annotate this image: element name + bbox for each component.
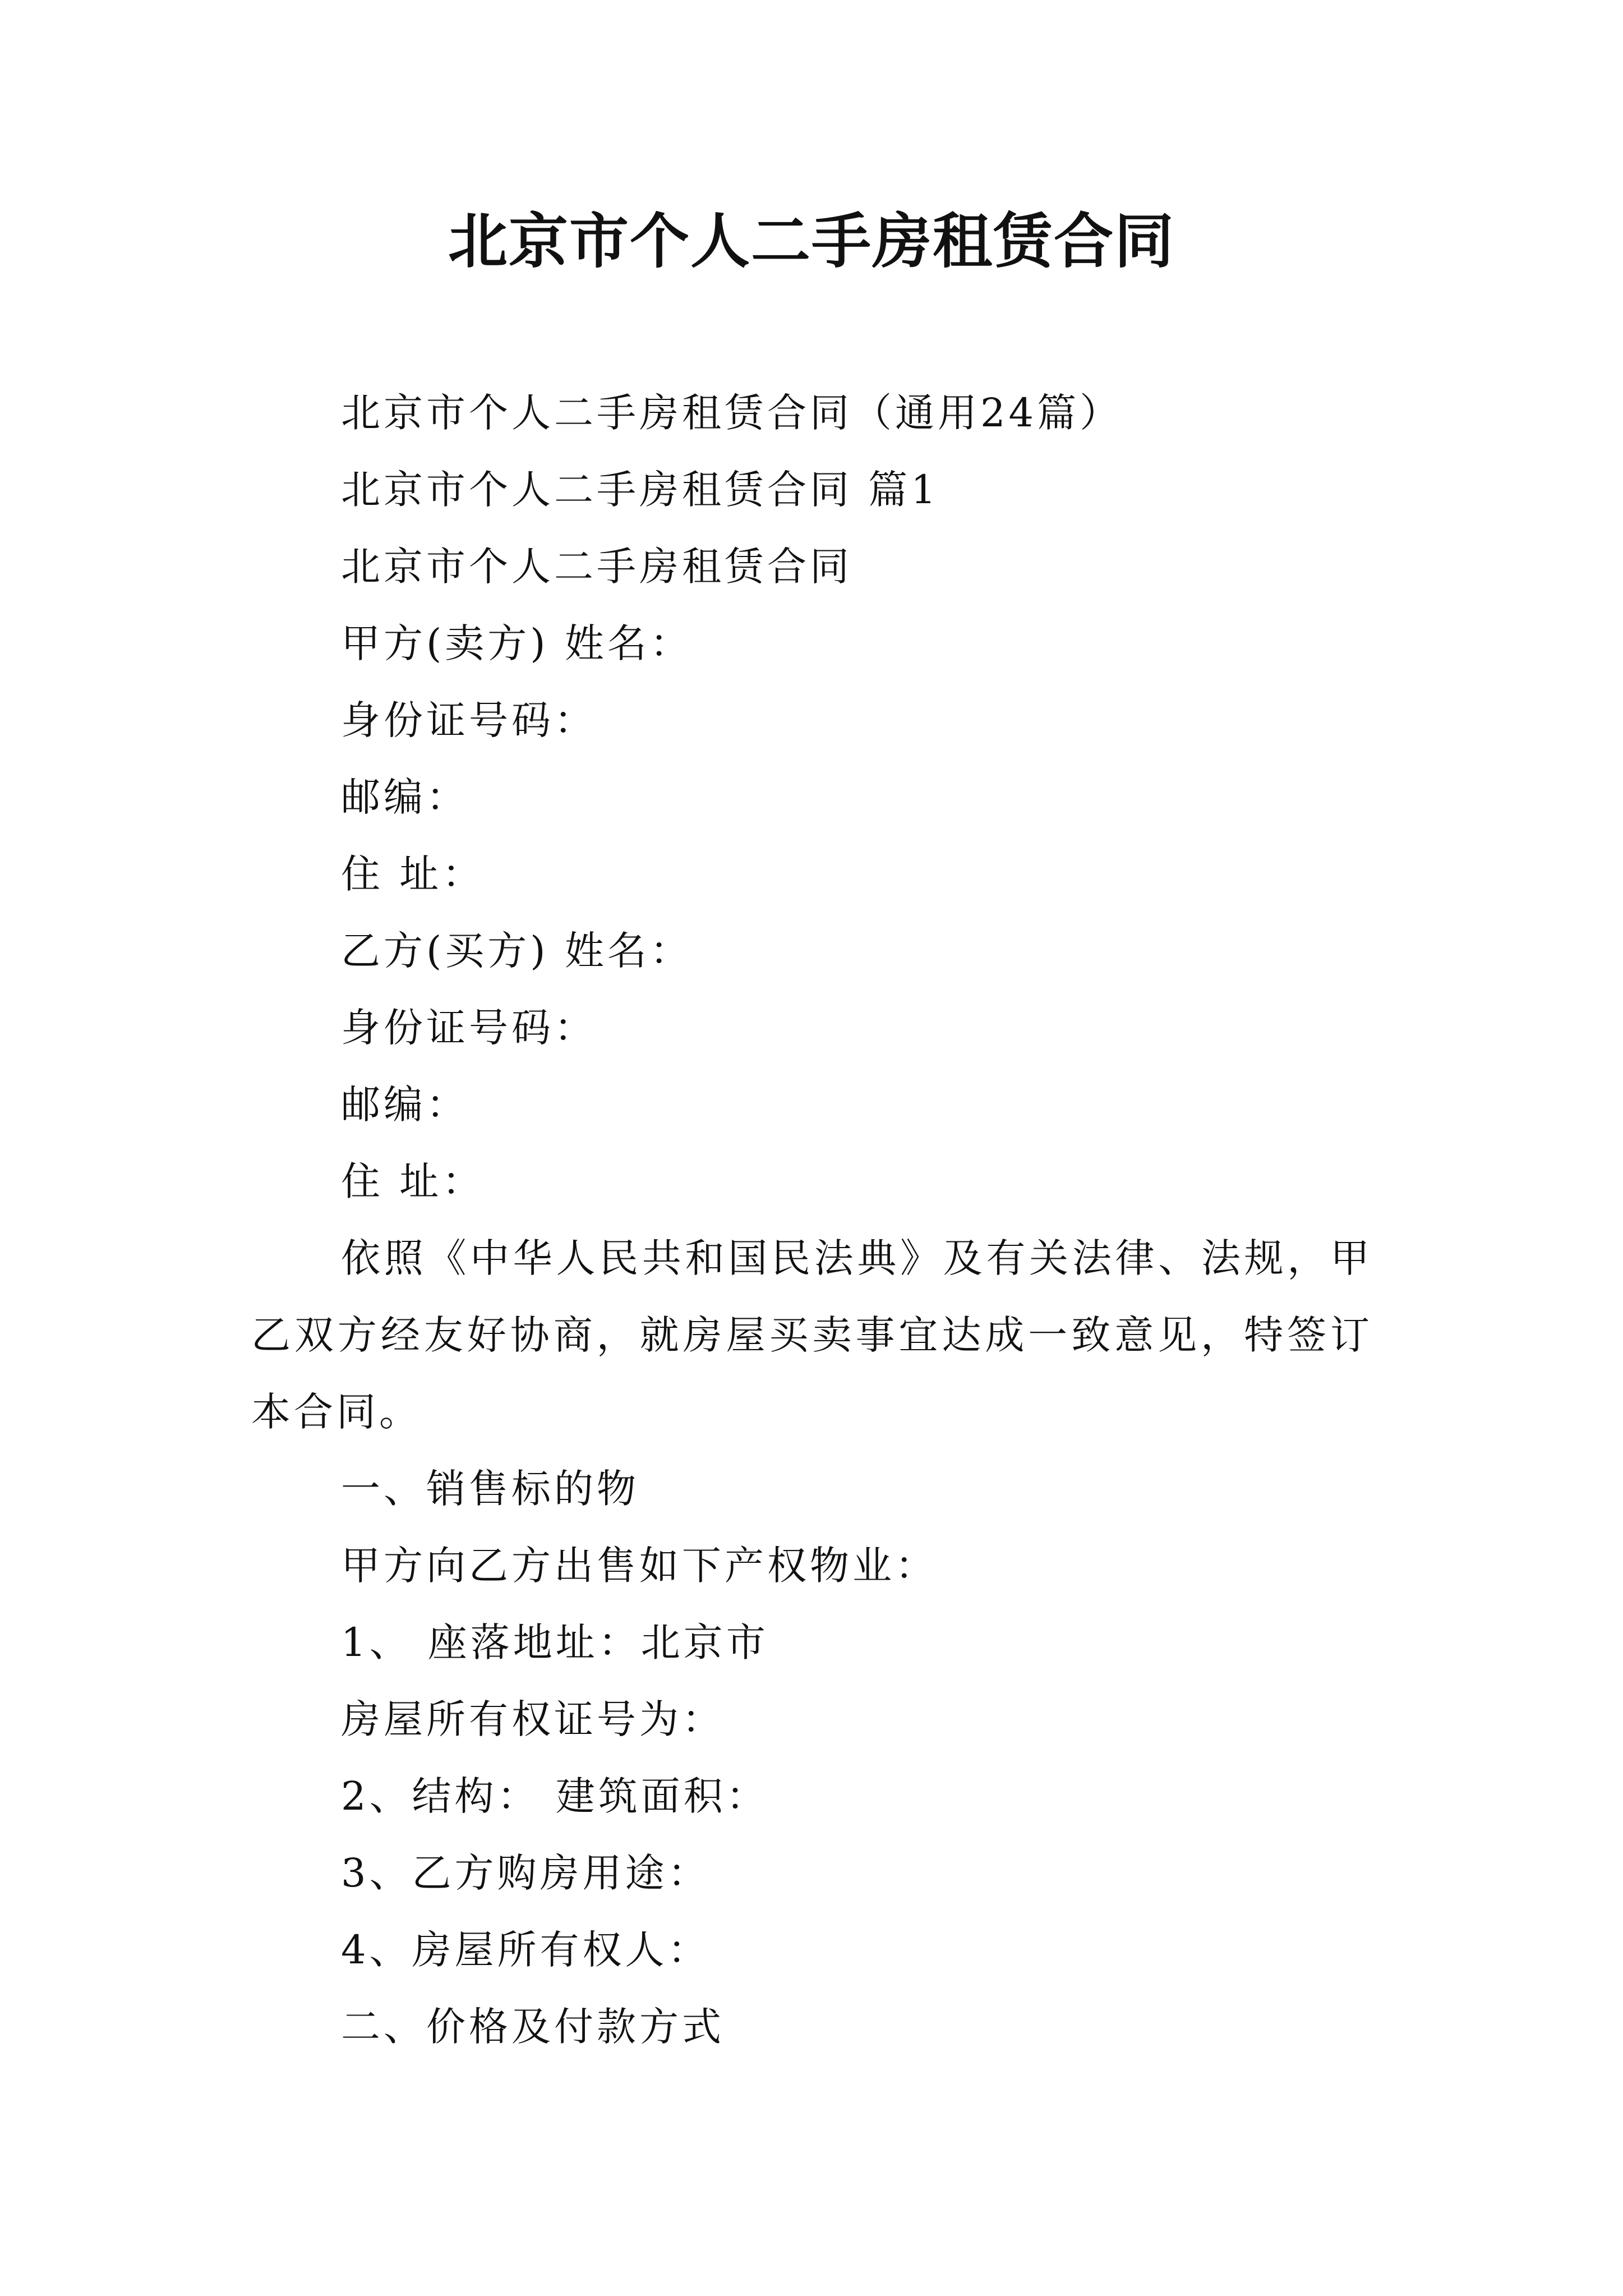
- section-heading: 二、价格及付款方式: [341, 2004, 725, 2050]
- party-a-id-field: 身份证号码：: [341, 697, 597, 743]
- clause-line: 甲方向乙方出售如下产权物业：: [341, 1543, 938, 1589]
- party-a-address-field: 住 址：: [341, 851, 485, 897]
- clause-line: 4、房屋所有权人：: [341, 1927, 711, 1973]
- section-heading: 一、销售标的物: [341, 1466, 639, 1512]
- party-b-address-field: 住 址：: [341, 1158, 485, 1204]
- party-a-name-field: 甲方(卖方) 姓名：: [341, 620, 693, 666]
- document-body: [251, 375, 1373, 2065]
- clause-line: 2、结构： 建筑面积：: [341, 1773, 769, 1819]
- party-b-name-field: 乙方(买方) 姓名：: [341, 928, 693, 974]
- clause-line: 3、乙方购房用途：: [341, 1850, 711, 1896]
- heading-line: 北京市个人二手房租赁合同（通用24篇）: [341, 390, 1123, 436]
- party-b-postcode-field: 邮编：: [341, 1082, 469, 1128]
- clause-line: 1、 座落地址：北京市: [341, 1619, 769, 1665]
- party-b-id-field: 身份证号码：: [341, 1005, 597, 1051]
- heading-line: 北京市个人二手房租赁合同: [341, 544, 852, 590]
- heading-line: 北京市个人二手房租赁合同 篇1: [341, 467, 939, 513]
- document-title: 北京市个人二手房租赁合同: [448, 206, 1175, 276]
- party-a-postcode-field: 邮编：: [341, 774, 469, 820]
- preamble-paragraph: 依照《中华人民共和国民法典》及有关法律、法规，甲乙双方经友好协商，就房屋买卖事宜达成一致意见，特签订本合同。: [251, 1235, 1373, 1435]
- clause-line: 房屋所有权证号为：: [341, 1696, 725, 1742]
